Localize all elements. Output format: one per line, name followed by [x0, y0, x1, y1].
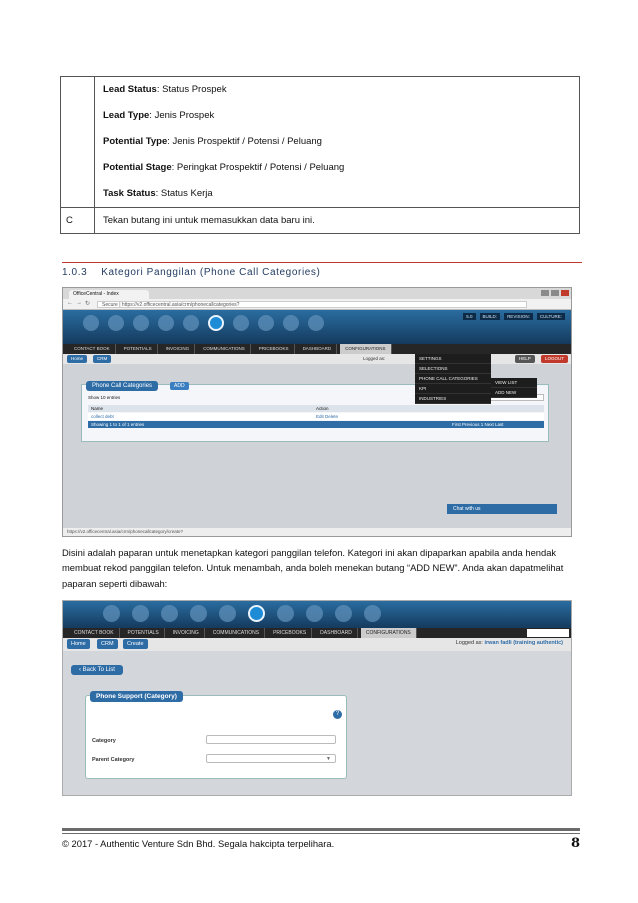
- culture-label: CULTURE:: [537, 313, 565, 320]
- folder-icon[interactable]: [190, 605, 207, 622]
- row-text: Tekan butang ini untuk memasukkan data baru ini.: [95, 208, 580, 234]
- menu-item-kpi[interactable]: KPI: [415, 384, 491, 394]
- value-task-status: Status Kerja: [160, 188, 213, 199]
- list-item: Lead Status: Status Prospek: [103, 84, 227, 95]
- potentials-icon[interactable]: [132, 605, 149, 622]
- help-icon[interactable]: ?: [333, 710, 342, 719]
- term-potential-type: Potential Type: [103, 136, 168, 147]
- close-icon[interactable]: [561, 290, 569, 296]
- module-icons: [103, 605, 381, 622]
- panel-title: Phone Call Categories: [86, 381, 158, 391]
- contact-book-icon[interactable]: [83, 315, 99, 331]
- nav-configurations[interactable]: CONFIGURATIONS: [340, 344, 391, 354]
- invoicing-icon[interactable]: [133, 315, 149, 331]
- status-table: [60, 76, 580, 234]
- footer-rule: [62, 833, 580, 834]
- puzzle-icon[interactable]: [283, 315, 299, 331]
- value-potential-type: Jenis Prospektif / Potensi / Peluang: [172, 136, 322, 147]
- form-title: Phone Support (Category): [90, 691, 183, 702]
- forward-arrow-icon[interactable]: →: [76, 300, 82, 306]
- row-code: C: [61, 208, 95, 234]
- chat-icon[interactable]: [277, 605, 294, 622]
- table-row: [61, 208, 580, 234]
- value-lead-type: Jenis Prospek: [154, 110, 215, 121]
- section-title: Kategori Panggilan (Phone Call Categories): [101, 267, 321, 278]
- chat-icon[interactable]: [233, 315, 249, 331]
- maximize-icon[interactable]: [551, 290, 559, 296]
- nav-configurations[interactable]: CONFIGURATIONS: [361, 628, 417, 638]
- contact-book-icon[interactable]: [103, 605, 120, 622]
- term-task-status: Task Status: [103, 188, 156, 199]
- breadcrumb: [63, 638, 571, 651]
- list-item: Potential Stage: Peringkat Prospektif / Potensi / Peluang: [103, 162, 345, 173]
- screenshot-category-list: [62, 287, 572, 537]
- copyright: © 2017 - Authentic Venture Sdn Bhd. Segala hakcipta terpelihara.: [62, 838, 335, 849]
- row-actions[interactable]: Edit Delete: [316, 414, 339, 419]
- help-button[interactable]: HELP: [515, 355, 535, 363]
- nav-potentials[interactable]: POTENTIALS: [119, 344, 158, 354]
- chevron-down-icon: ▼: [326, 756, 331, 762]
- table-row: [61, 77, 580, 208]
- handshake-icon[interactable]: [258, 315, 274, 331]
- breadcrumb: [63, 354, 571, 364]
- back-arrow-icon[interactable]: ←: [67, 300, 73, 306]
- nav-communications[interactable]: COMMUNICATIONS: [208, 628, 265, 638]
- page-footer: [62, 838, 580, 849]
- menu-item-add-new[interactable]: ADD NEW: [491, 388, 537, 398]
- crumb-crm[interactable]: CRM: [97, 639, 118, 649]
- back-to-list-label: Back To List: [82, 667, 115, 673]
- crm-phone-icon[interactable]: [248, 605, 265, 622]
- address-bar[interactable]: Secure | https://v2.officecentral.asia/crm/phonecallcategories?: [97, 301, 527, 308]
- list-item: Lead Type: Jenis Prospek: [103, 110, 215, 121]
- section-heading: [62, 262, 582, 278]
- main-nav: [63, 628, 571, 638]
- info-icon[interactable]: [308, 315, 324, 331]
- term-potential-stage: Potential Stage: [103, 162, 172, 173]
- category-label: Category: [92, 738, 116, 744]
- menu-item-phone-call-categories[interactable]: PHONE CALL CATEGORIES: [415, 374, 491, 384]
- nav-potentials[interactable]: POTENTIALS: [123, 628, 165, 638]
- nav-dashboard[interactable]: DASHBOARD: [298, 344, 338, 354]
- term-lead-status: Lead Status: [103, 84, 157, 95]
- logged-as-label: Logged as:: [363, 356, 386, 361]
- pager[interactable]: First Previous 1 Next Last: [452, 422, 504, 427]
- reload-icon[interactable]: ↻: [85, 301, 91, 307]
- crumb-home[interactable]: Home: [67, 639, 90, 649]
- menu-item-settings[interactable]: SETTINGS: [415, 354, 491, 364]
- app-banner: [63, 601, 571, 628]
- folder-icon[interactable]: [158, 315, 174, 331]
- nav-search-input[interactable]: [527, 629, 569, 637]
- revision-label: REVISION:: [504, 313, 533, 320]
- col-action[interactable]: Action: [316, 406, 329, 411]
- list-item: Potential Type: Jenis Prospektif / Potensi / Peluang: [103, 136, 322, 147]
- user-name[interactable]: irwan fadli (training authentic): [484, 640, 563, 646]
- status-definitions: [95, 77, 580, 208]
- menu-item-industries[interactable]: INDUSTRIES: [415, 394, 491, 404]
- menu-item-view-list[interactable]: VIEW LIST: [491, 378, 537, 388]
- nav-pricebooks[interactable]: PRICEBOOKS: [268, 628, 312, 638]
- nav-invoicing[interactable]: INVOICING: [161, 344, 196, 354]
- phone-call-categories-submenu: [491, 378, 537, 398]
- crumb-create[interactable]: Create: [123, 639, 148, 649]
- nav-communications[interactable]: COMMUNICATIONS: [198, 344, 251, 354]
- logged-as: [456, 640, 563, 646]
- page-number: 8: [570, 836, 580, 851]
- crumb-crm[interactable]: CRM: [93, 355, 111, 363]
- browser-status-bar: https://v2.officecentral.asia/crm/phonecallcategory/create?: [63, 528, 571, 536]
- section-number: 1.0.3: [62, 267, 88, 278]
- category-input[interactable]: [206, 735, 336, 744]
- table-cell-empty: [61, 77, 95, 208]
- value-potential-stage: Peringkat Prospektif / Potensi / Peluang: [176, 162, 345, 173]
- info-icon[interactable]: [364, 605, 381, 622]
- list-item: Task Status: Status Kerja: [103, 188, 213, 199]
- potentials-icon[interactable]: [108, 315, 124, 331]
- entries-info: Showing 1 to 1 of 1 entries: [91, 422, 145, 427]
- pie-icon[interactable]: [219, 605, 236, 622]
- logout-button[interactable]: LOGOUT: [541, 355, 568, 363]
- table-row: [88, 413, 544, 420]
- nav-dashboard[interactable]: DASHBOARD: [315, 628, 358, 638]
- browser-tabstrip: [63, 288, 571, 299]
- value-lead-status: Status Prospek: [162, 84, 227, 95]
- app-banner: [63, 310, 571, 344]
- term-lead-type: Lead Type: [103, 110, 150, 121]
- browser-tab[interactable]: OfficeCentral - Index: [69, 290, 149, 299]
- grid-footer: [88, 421, 544, 428]
- show-entries[interactable]: Show 10 entries: [88, 395, 121, 400]
- col-name[interactable]: Name: [91, 406, 104, 411]
- back-arrow-icon: ‹: [79, 667, 83, 673]
- nav-contact-book[interactable]: CONTACT BOOK: [69, 628, 120, 638]
- puzzle-icon[interactable]: [335, 605, 352, 622]
- browser-toolbar: [63, 299, 571, 310]
- invoicing-icon[interactable]: [161, 605, 178, 622]
- chat-widget[interactable]: Chat with us: [447, 504, 557, 514]
- configurations-menu: [415, 354, 491, 404]
- back-to-list-button[interactable]: [71, 665, 123, 675]
- menu-item-selections[interactable]: SELECTIONS: [415, 364, 491, 374]
- parent-category-label: Parent Category: [92, 757, 135, 763]
- crm-phone-icon[interactable]: [208, 315, 224, 331]
- banner-info: [463, 313, 565, 320]
- nav-pricebooks[interactable]: PRICEBOOKS: [254, 344, 295, 354]
- row-name: collect debt: [91, 414, 114, 419]
- main-nav: [63, 344, 571, 354]
- logged-as-label: Logged as:: [455, 640, 483, 646]
- footer-rule: [62, 828, 580, 831]
- screenshot-create-form: [62, 600, 572, 796]
- nav-invoicing[interactable]: INVOICING: [168, 628, 205, 638]
- phone-support-form: [85, 695, 347, 779]
- grid-header: [88, 405, 544, 412]
- add-button[interactable]: ADD: [170, 382, 189, 390]
- pie-icon[interactable]: [183, 315, 199, 331]
- nav-contact-book[interactable]: CONTACT BOOK: [69, 344, 116, 354]
- crumb-home[interactable]: Home: [67, 355, 87, 363]
- module-icons: [83, 315, 324, 331]
- parent-category-select[interactable]: [206, 754, 336, 763]
- minimize-icon[interactable]: [541, 290, 549, 296]
- body-paragraph: Disini adalah paparan untuk menetapkan kategori panggilan telefon. Kategori ini akan dipaparkan apabila anda hendak membuat rekod panggilan telefon. Untuk menambah, anda boleh menekan butang “ADD NEW”. Anda akan dapatmelihat paparan seperti dibawah:: [62, 547, 564, 589]
- build-label: BUILD:: [480, 313, 501, 320]
- handshake-icon[interactable]: [306, 605, 323, 622]
- office-version: 5.0: [463, 313, 475, 320]
